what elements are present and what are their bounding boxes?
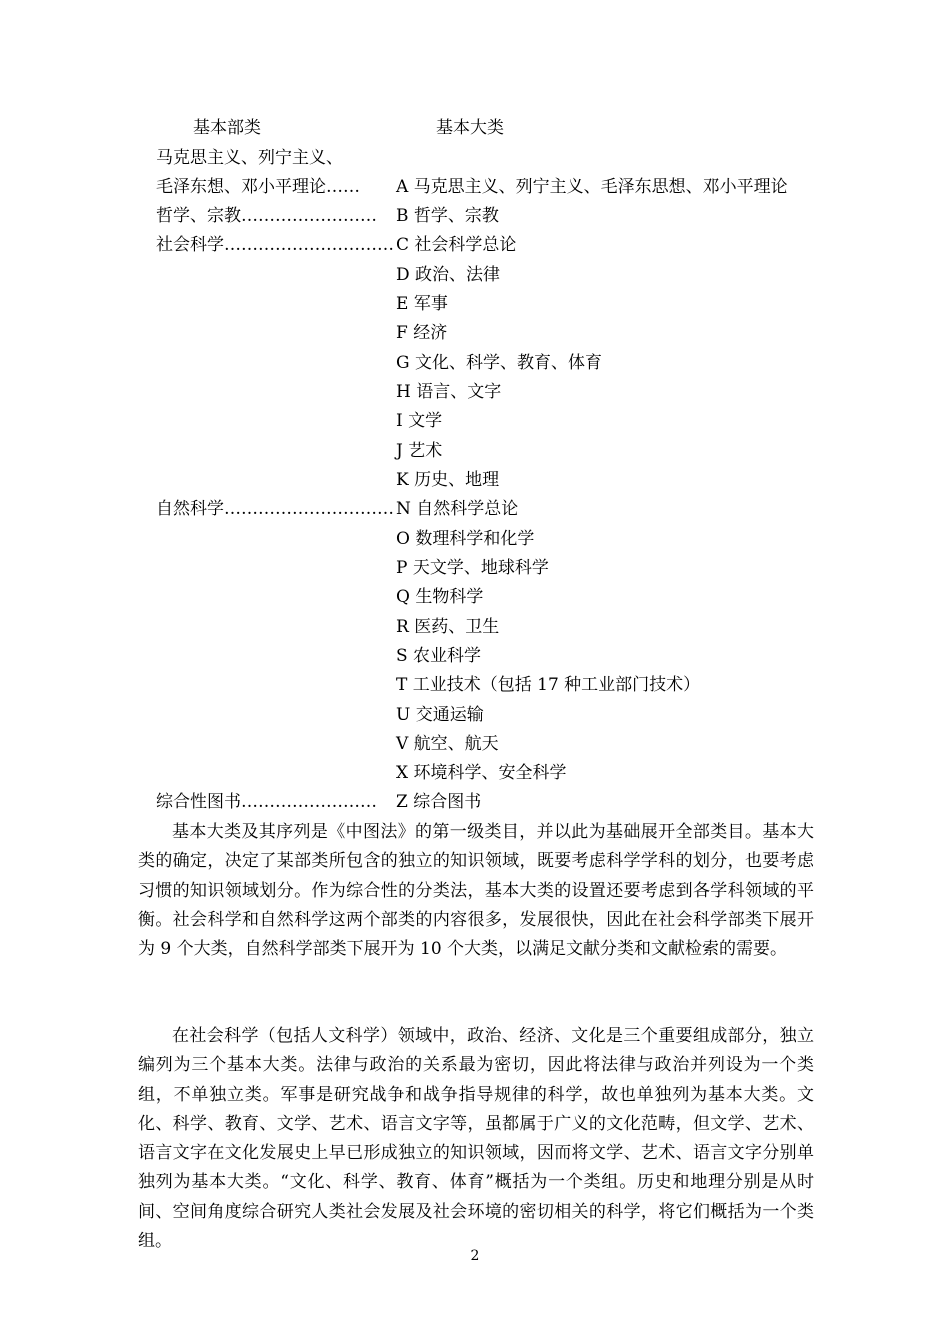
class-label: H 语言、文字 [396, 382, 502, 402]
class-label: V 航空、航天 [396, 734, 499, 754]
division-label: 马克思主义、列宁主义、 [156, 148, 343, 168]
class-label: D 政治、法律 [396, 265, 501, 285]
class-label: U 交通运输 [396, 705, 484, 725]
division-label: 自然科学………………………… [156, 499, 394, 519]
class-label: N 自然科学总论 [396, 499, 519, 519]
class-label: Z 综合图书 [396, 792, 482, 812]
class-label: R 医药、卫生 [396, 617, 500, 637]
class-label: X 环境科学、安全科学 [396, 763, 567, 783]
body-paragraph: 基本大类及其序列是《中图法》的第一级类目，并以此为基础展开全部类目。基本大类的确定，决定了某部类所包含的独立的知识领域，既要考虑科学学科的划分，也要考虑习惯的知识领域划分。作为综合性的分类法，基本大类的设置还要考虑到各学科领域的平衡。社会科学和自然科学这两个部类的内容很多，发展很快，因此在社会科学部类下展开为 9 个大类，自然科学部类下展开为 10 个大类，以满足文献分类和文献检索的需要。 [138, 822, 814, 960]
class-label: I 文学 [396, 411, 443, 431]
class-label: G 文化、科学、教育、体育 [396, 353, 602, 373]
page-number: 2 [470, 1248, 480, 1264]
class-label: P 天文学、地球科学 [396, 558, 549, 578]
class-label: C 社会科学总论 [396, 235, 517, 255]
class-label: B 哲学、宗教 [396, 206, 499, 226]
class-label: J 艺术 [396, 441, 443, 461]
class-label: O 数理科学和化学 [396, 529, 535, 549]
body-paragraph: 在社会科学（包括人文科学）领域中，政治、经济、文化是三个重要组成部分，独立编列为三个基本大类。法律与政治的关系最为密切，因此将法律与政治并列设为一个类组，不单独立类。军事是研究战争和战争指导规律的科学，故也单独列为基本大类。文化、科学、教育、文学、艺术、语言文字等，虽都属于广义的文化范畴，但文学、艺术、语言文字在文化发展史上早已形成独立的知识领域，因而将文学、艺术、语言文字分别单独列为基本大类。“文化、科学、教育、体育”概括为一个类组。历史和地理分别是从时间、空间角度综合研究人类社会发展及社会环境的密切相关的科学，将它们概括为一个类组。 [138, 1026, 814, 1252]
class-label: A 马克思主义、列宁主义、毛泽东思想、邓小平理论 [396, 177, 788, 197]
class-label: K 历史、地理 [396, 470, 500, 490]
division-label: 哲学、宗教…………………… [156, 206, 377, 226]
class-label: E 军事 [396, 294, 448, 314]
header-basic-division: 基本部类 [193, 118, 261, 138]
division-label: 社会科学………………………… [156, 235, 394, 255]
class-label: F 经济 [396, 323, 448, 343]
class-label: T 工业技术（包括 17 种工业部门技术） [396, 675, 701, 695]
division-label: 综合性图书…………………… [156, 792, 377, 812]
class-label: S 农业科学 [396, 646, 482, 666]
header-basic-class: 基本大类 [436, 118, 504, 138]
class-label: Q 生物科学 [396, 587, 484, 607]
division-label: 毛泽东想、邓小平理论…… [156, 177, 360, 197]
